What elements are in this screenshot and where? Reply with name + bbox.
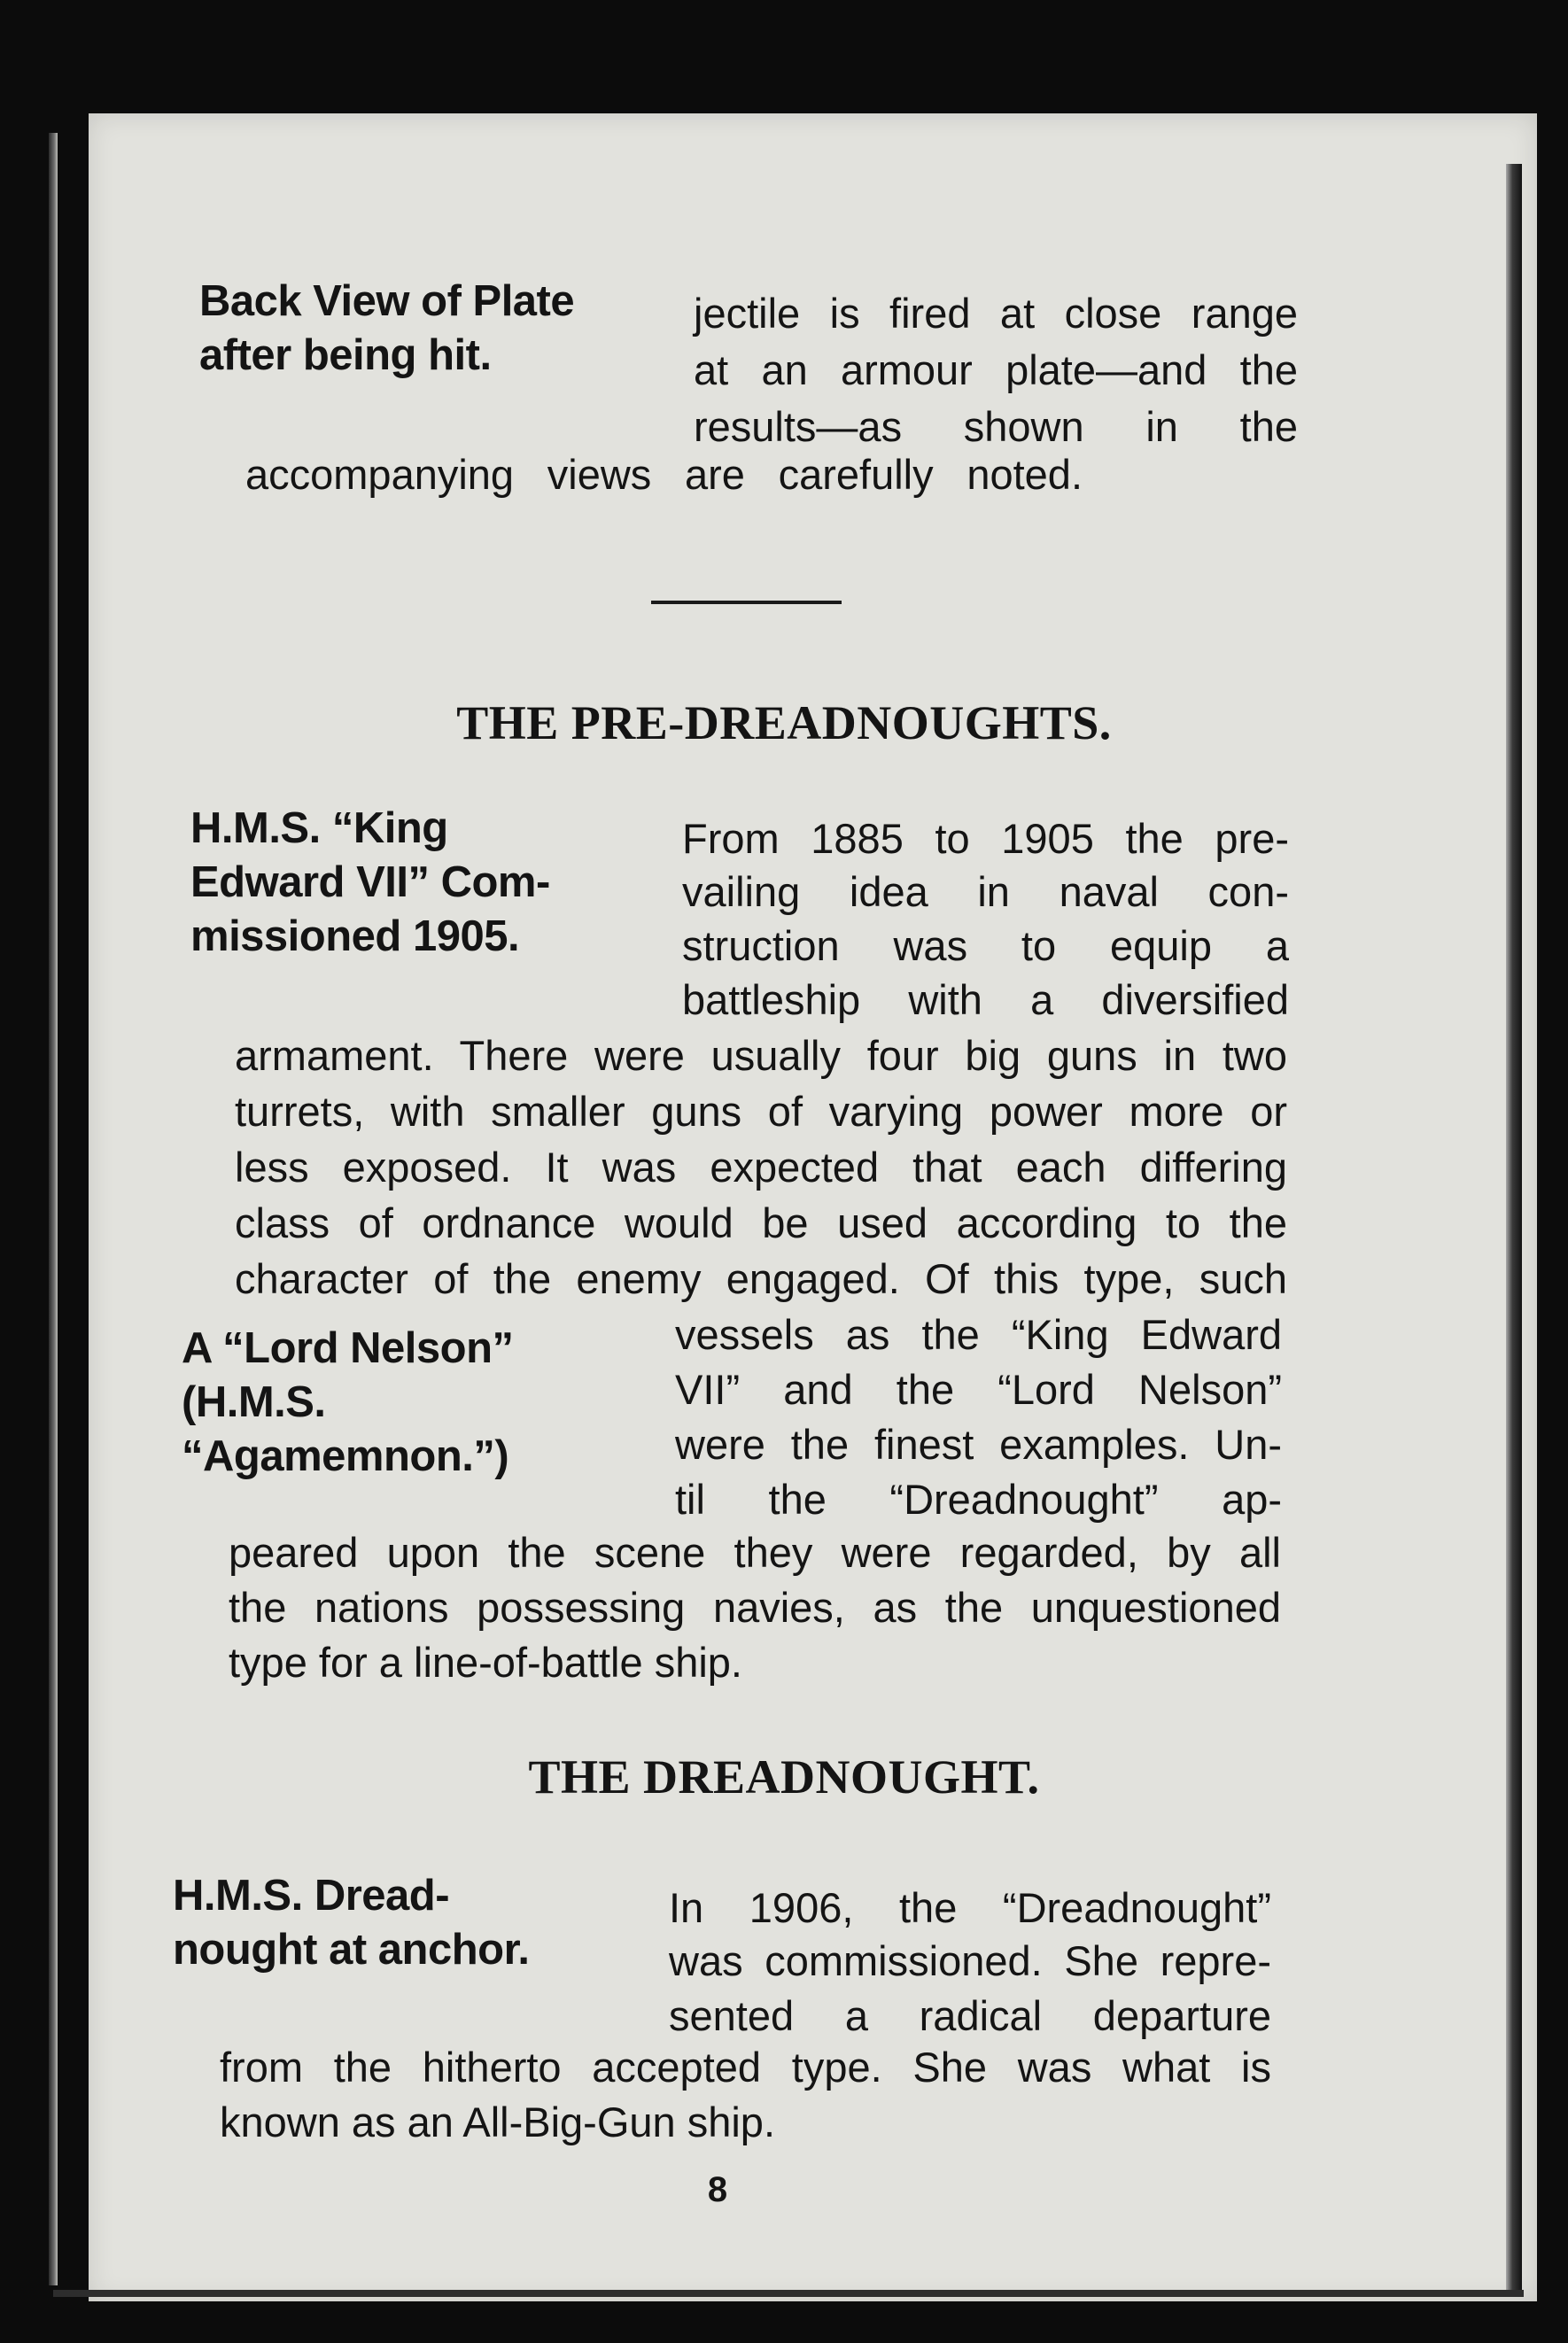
body-line: character of the enemy engaged. Of this type, such [235,1255,1287,1302]
body-line: jectile is fired at close range [694,290,1298,337]
margin-note-line: A “Lord Nelson” [182,1324,514,1372]
body-line: the nations possessing navies, as the unquestioned [229,1584,1281,1631]
body-line: were the finest examples. Un- [675,1421,1282,1468]
margin-note-back-view [199,275,574,383]
margin-note-line: after being hit. [199,331,492,379]
body-line: turrets, with smaller guns of varying power more or [235,1088,1287,1135]
margin-note-line: H.M.S. “King [190,804,448,852]
body-line: class of ordnance would be used according to the [235,1199,1287,1246]
section-divider [651,601,842,604]
body-line: vessels as the “King Edward [675,1311,1282,1358]
book-spine [49,133,58,2285]
body-line: known as an All-Big-Gun ship. [220,2099,775,2145]
body-line: struction was to equip a [682,922,1289,969]
body-line: was commissioned. She repre- [669,1937,1271,1984]
margin-note-line: missioned 1905. [190,912,520,960]
body-line: vailing idea in naval con- [682,868,1289,915]
body-line: less exposed. It was expected that each differing [235,1144,1287,1191]
body-line: From 1885 to 1905 the pre- [682,815,1289,862]
body-line: sented a radical departure [669,1992,1271,2039]
body-line: type for a line-of-battle ship. [229,1639,742,1686]
body-line: peared upon the scene they were regarded, by all [229,1529,1281,1576]
body-line: accompanying views are carefully noted. [245,451,1083,498]
body-line: battleship with a diversified [682,976,1289,1023]
section-heading-dreadnought: THE DREADNOUGHT. [528,1750,1040,1804]
margin-note-lord-nelson [182,1322,514,1484]
margin-note-line: H.M.S. Dread- [173,1872,450,1920]
margin-note-king-edward [190,802,550,964]
margin-note-line: Edward VII” Com- [190,858,550,906]
page-edge-right [1506,164,1522,2290]
body-line: VII” and the “Lord Nelson” [675,1366,1282,1413]
body-line: armament. There were usually four big guns in two [235,1032,1287,1079]
margin-note-line: “Agamemnon.”) [182,1432,509,1480]
page-number: 8 [707,2170,728,2209]
margin-note-line: Back View of Plate [199,277,575,325]
body-line: til the “Dreadnought” ap- [675,1476,1282,1523]
margin-note-line: (H.M.S. [182,1378,326,1426]
page-edge-bottom [53,2290,1524,2297]
margin-note-dreadnought-anchor [173,1869,530,1977]
section-heading-pre-dreadnoughts: THE PRE-DREADNOUGHTS. [456,696,1112,749]
body-line: results—as shown in the [694,403,1298,450]
margin-note-line: nought at anchor. [173,1926,530,1974]
body-line: In 1906, the “Dreadnought” [669,1884,1271,1931]
body-line: at an armour plate—and the [694,346,1298,393]
body-line: from the hitherto accepted type. She was what is [220,2044,1271,2091]
